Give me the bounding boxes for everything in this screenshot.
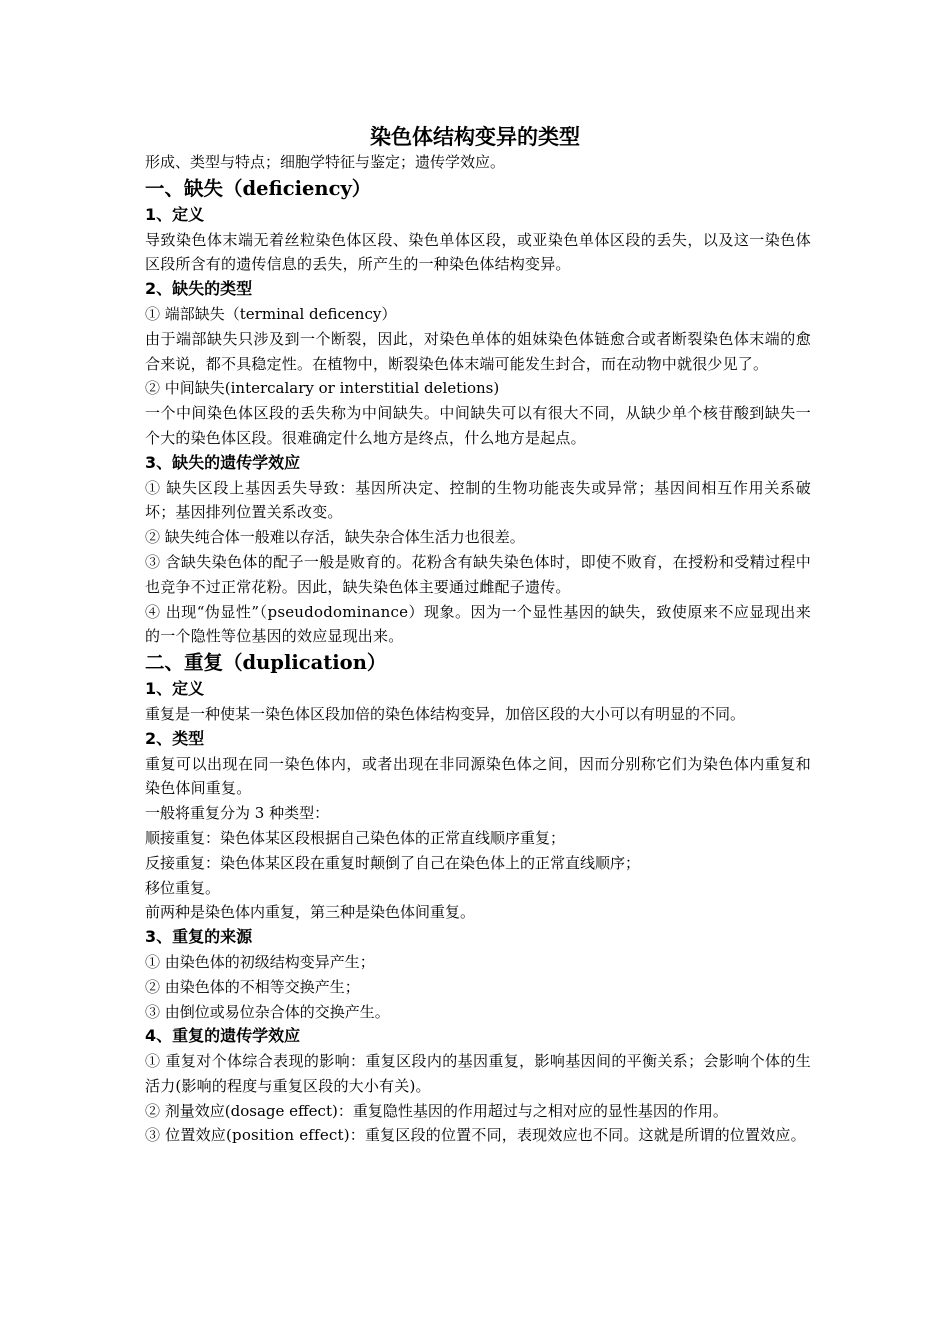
section-heading-deficiency: 一、缺失（deficiency） bbox=[145, 176, 372, 200]
section-heading-duplication: 二、重复（duplication） bbox=[145, 651, 387, 675]
effect-item: ② 剂量效应(dosage effect)：重复隐性基因的作用超过与之相对应的显性基因的作用。 bbox=[145, 1101, 728, 1120]
intro-text: 形成、类型与特点；细胞学特征与鉴定；遗传学效应。 bbox=[145, 153, 506, 171]
subheading-definition: 1、定义 bbox=[145, 204, 205, 224]
effect-item: ② 缺失纯合体一般难以存活，缺失杂合体生活力也很差。 bbox=[145, 528, 525, 547]
subheading-duplication-effects: 4、重复的遗传学效应 bbox=[145, 1026, 301, 1046]
paragraph-definition: 导致染色体末端无着丝粒染色体区段、染色单体区段，或亚染色单体区段的丢失，以及这一染色体区段所含有的遗传信息的丢失，所产生的一种染色体结构变异。 bbox=[145, 230, 811, 274]
types-line: 顺接重复：染色体某区段根据自己染色体的正常直线顺序重复； bbox=[145, 828, 566, 847]
document-body bbox=[145, 150, 811, 1148]
paragraph-types: 重复可以出现在同一染色体内，或者出现在非同源染色体之间，因而分别称它们为染色体内重复和染色体间重复。 bbox=[145, 754, 811, 798]
type-label-terminal: ① 端部缺失（terminal deficency） bbox=[145, 304, 397, 323]
source-item: ① 由染色体的初级结构变异产生； bbox=[145, 952, 375, 971]
document-title: 染色体结构变异的类型 bbox=[370, 125, 580, 149]
effect-item: ③ 位置效应(position effect)：重复区段的位置不同，表现效应也不同。这就是所谓的位置效应。 bbox=[145, 1126, 806, 1145]
source-item: ② 由染色体的不相等交换产生； bbox=[145, 977, 360, 996]
paragraph-definition: 重复是一种使某一染色体区段加倍的染色体结构变异，加倍区段的大小可以有明显的不同。 bbox=[145, 704, 746, 723]
paragraph-terminal: 由于端部缺失只涉及到一个断裂，因此，对染色单体的姐妹染色体链愈合或者断裂染色体末端的愈合来说，都不具稳定性。在植物中，断裂染色体末端可能发生封合，而在动物中就很少见了。 bbox=[145, 329, 811, 373]
effect-item: ④ 出现“伪显性”（pseudodominance）现象。因为一个显性基因的缺失，致使原来不应显现出来的一个隐性等位基因的效应显现出来。 bbox=[145, 602, 811, 646]
paragraph-intercalary: 一个中间染色体区段的丢失称为中间缺失。中间缺失可以有很大不同，从缺少单个核苷酸到缺失一个大的染色体区段。很难确定什么地方是终点，什么地方是起点。 bbox=[145, 404, 811, 447]
subheading-duplication-types: 2、类型 bbox=[145, 728, 205, 748]
effect-item: ① 重复对个体综合表现的影响：重复区段内的基因重复，影响基因间的平衡关系；会影响个体的生活力(影响的程度与重复区段的大小有关)。 bbox=[145, 1052, 811, 1095]
source-item: ③ 由倒位或易位杂合体的交换产生。 bbox=[145, 1002, 390, 1021]
types-line: 反接重复：染色体某区段在重复时颠倒了自己在染色体上的正常直线顺序； bbox=[145, 853, 641, 872]
subheading-deficiency-types: 2、缺失的类型 bbox=[145, 279, 253, 299]
types-line: 前两种是染色体内重复，第三种是染色体间重复。 bbox=[145, 903, 476, 922]
subheading-definition: 1、定义 bbox=[145, 679, 205, 699]
subheading-deficiency-effects: 3、缺失的遗传学效应 bbox=[145, 452, 301, 472]
types-line: 移位重复。 bbox=[145, 878, 221, 897]
type-label-intercalary: ② 中间缺失(intercalary or interstitial deletions) bbox=[145, 379, 500, 398]
effect-item: ③ 含缺失染色体的配子一般是败育的。花粉含有缺失染色体时，即使不败育，在授粉和受精过程中也竞争不过正常花粉。因此，缺失染色体主要通过雌配子遗传。 bbox=[145, 552, 811, 596]
subheading-duplication-sources: 3、重复的来源 bbox=[145, 927, 253, 947]
types-line: 一般将重复分为 3 种类型： bbox=[145, 804, 330, 823]
effect-item: ① 缺失区段上基因丢失导致：基因所决定、控制的生物功能丧失或异常；基因间相互作用关系破坏；基因排列位置关系改变。 bbox=[145, 478, 811, 522]
